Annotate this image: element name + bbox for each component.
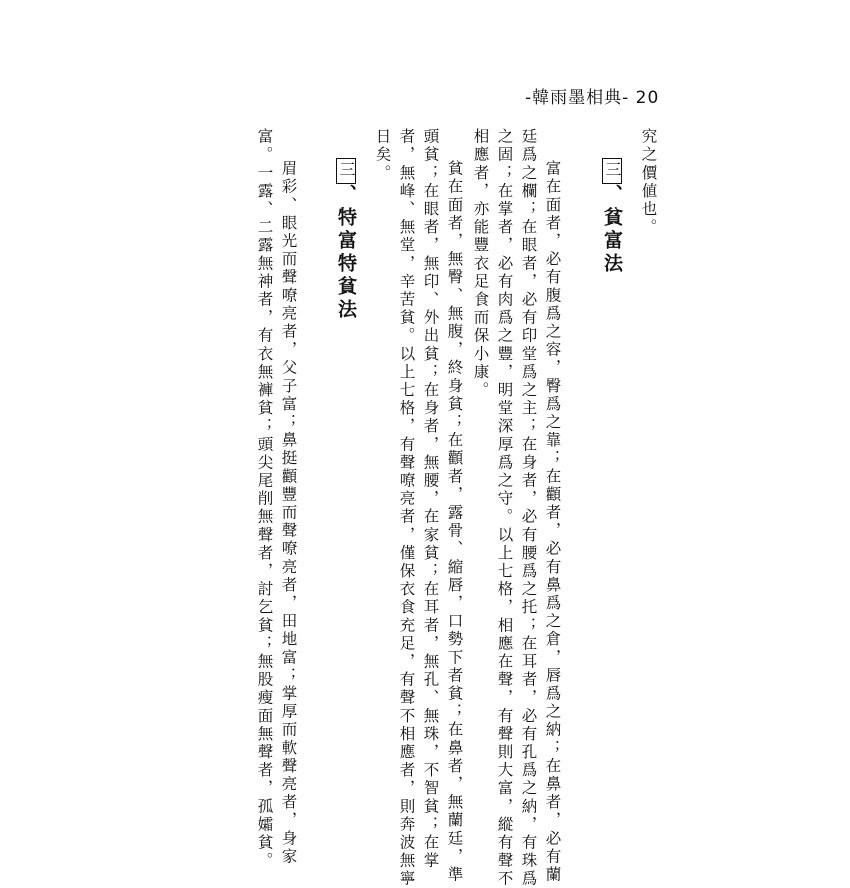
text-column: 廷爲之欄；在眼者，必有印堂爲之主；在身者，必有腰爲之托；在耳者，必有孔爲之納，有珠爲 [519,128,538,888]
section-title: 、貧富法 [601,184,623,276]
running-header: -韓雨墨相典- 20 [525,88,660,108]
text-column: 眉彩、眼光而聲嘹亮者，父子富；鼻挺顴豐而聲嘹亮者，田地富；掌厚而軟聲亮者，身家 [279,160,298,866]
section-number-box: 三 [602,158,622,184]
section-title: 、特富特貧法 [335,184,357,322]
text-column: 頭貧；在眼者，無印、外出貧；在身者，無腰，在家貧；在耳者，無孔、無珠，不智貧；在掌 [421,128,440,871]
text-column: 富在面者，必有腹爲之容，臀爲之靠；在顴者，必有鼻爲之倉，唇爲之納；在鼻者，必有蘭 [543,160,562,884]
text-column: 貧在面者，無臀、無腹，終身貧；在顴者，露骨、縮唇，口勢下者貧；在鼻者，無蘭廷，準 [445,160,464,884]
text-column: 者，無峰、無堂，辛苦貧。以上七格，有聲嘹亮者，僅保衣食充足，有聲不相應者，則奔波無寧 [397,128,416,888]
vertical-text-block [240,128,660,888]
section-heading-tefu [336,158,356,322]
intro-line: 究之價値也。 [639,128,658,237]
text-column: 日矣。 [373,128,392,183]
text-column: 富。一露、二露無神者，有衣無褲貧；頭尖尾削無聲者，討乞貧；無股瘦面無聲者，孤孀貧。 [255,128,274,871]
text-column: 之固；在掌者，必有肉爲之豐，明堂深厚爲之守。以上七格，相應在聲，有聲則大富，縱有聲不 [495,128,514,888]
section-heading-pinfu [602,158,622,276]
text-column: 相應者，亦能豐衣足食而保小康。 [471,128,490,400]
section-number-box: 三 [336,158,356,184]
